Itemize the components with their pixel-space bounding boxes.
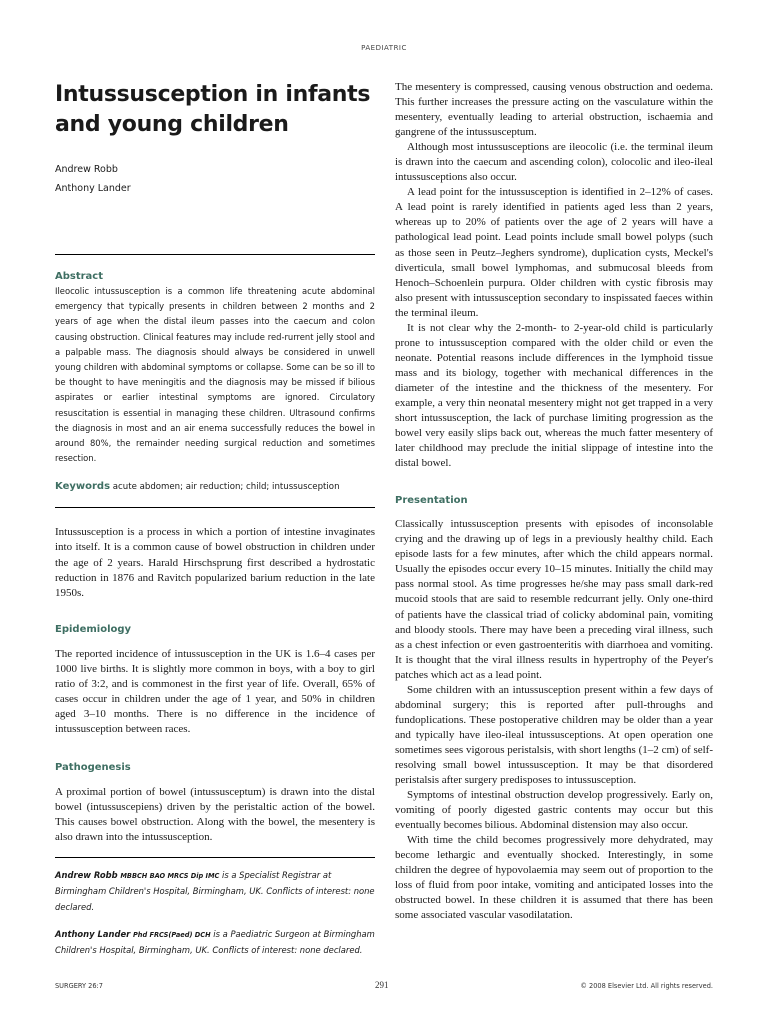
abstract-text: Ileocolic intussusception is a common life threatening acute abdominal emergency that typically presents in children between 2 months and 2 years of age when the distal ileum passes into the caecum and colon causing obstruction. Clinical features may include red-rurrent jelly stool and a palpable mass. The diagnosis should always be considered in unwell young children with abdominal symptoms or collapse. Some can be so ill to be thought to have meningitis and the diagnosis may be missed if bilious aspirates or earlier intestinal symptoms are ignored. Circulatory resuscitation is essential in managing these children. Ultrasound confirms the diagnosis in most and an air enema successfully reduces the bowel in around 80%, the remainder needing surgical reduction and sometimes resection.	[55, 286, 375, 464]
bio-credentials: MBBCH BAO MRCS Dip IMC	[120, 872, 220, 881]
keywords-line	[55, 479, 375, 495]
bio-credentials: Phd FRCS(Paed) DCH	[132, 930, 211, 939]
author-bio	[55, 927, 375, 958]
right-column	[395, 80, 713, 923]
abstract-heading: Abstract	[55, 271, 104, 282]
page-number: 291	[375, 980, 389, 990]
body-paragraph: It is not clear why the 2-month- to 2-year-old child is particularly prone to intussusception compared with the older child or even the neonate. Potential reasons include differences in the lymphoid tissue mass and its biology, together with mechanical differences in the diameter of the intestine and the thickness of the mesentery. For example, a very thin neonatal mesentery might not get trapped in a very short intussusception, the lack of purchase limiting progression as the bowel very easily slips back out, whereas the much fatter mesentery of later childhood may preclude the initial slippage of intestine into the distal bowel.	[395, 321, 713, 470]
author-name: Anthony Lander	[55, 183, 131, 194]
left-column	[55, 80, 375, 958]
author-bio	[55, 868, 375, 915]
body-paragraph: Some children with an intussusception present within a few days of abdominal surgery; this is reported after pull-throughs and fundoplications. These postoperative children may be older than a year and typically have ileo-ileal intussusceptions. At open operation one sometimes sees vigorous peristalsis, with short lengths (1–2 cm) of self-resolving small bowel intussusception. It may be that disordered peristalsis after surgery predisposes to intussusception.	[395, 683, 713, 787]
journal-citation: SURGERY 26:7	[55, 982, 103, 990]
bio-name: Anthony Lander	[55, 928, 131, 939]
body-paragraph: A lead point for the intussusception is identified in 2–12% of cases. A lead point is rarely identified in patients aged less than 2 years, whereas up to 20% of patients over the age of 2 years will have a pathological lead point. Lead points include small bowel polyps (such as those seen in Peutz–Jeghers syndrome), duplication cysts, Meckel's diverticula, small bowel lymphomas, and submucosal bleeds from Henoch–Schoenlein purpura. Older children with cystic fibrosis may also present with intussusception secondary to inspissated faeces within the terminal ileum.	[395, 186, 713, 319]
pathogenesis-paragraph: A proximal portion of bowel (intussusceptum) is drawn into the distal bowel (intussuscepiens) driven by the peristaltic action of the bowel. This causes bowel obstruction. Along with the bowel, the mesentery is also drawn into the intussusception.	[55, 785, 375, 844]
intro-paragraph: Intussusception is a process in which a portion of intestine invaginates into itself. It is a common cause of bowel obstruction in children under the age of 2 years. Harald Hirschsprung first described a hydrostatic reduction in 1876 and Ravitch popularized barium reduction in the late 1950s.	[55, 526, 375, 599]
epidemiology-heading: Epidemiology	[55, 623, 132, 635]
bio-text: is a Paediatric Surgeon at Birmingham Children's Hospital, Birmingham, UK. Conflicts of interest: none declared.	[55, 928, 375, 955]
pathogenesis-heading: Pathogenesis	[55, 761, 131, 773]
running-header: PAEDIATRIC	[361, 44, 407, 52]
article-title: Intussusception in infants and young children	[55, 82, 371, 137]
keywords-text: acute abdomen; air reduction; child; intussusception	[112, 482, 340, 493]
abstract-bottom-rule	[55, 507, 375, 508]
bio-text: is a Specialist Registrar at Birmingham Children's Hospital, Birmingham, UK. Conflicts of interest: none declared.	[55, 870, 375, 912]
page-footer	[55, 982, 713, 990]
abstract-top-rule	[55, 254, 375, 255]
body-paragraph: Although most intussusceptions are ileocolic (i.e. the terminal ileum is drawn into the caecum and ascending colon), colocolic and ileo-ileal intussusceptions also occur.	[395, 141, 713, 184]
bio-rule	[55, 857, 375, 858]
epidemiology-paragraph: The reported incidence of intussusception in the UK is 1.6–4 cases per 1000 live births. It is slightly more common in boys, with a boy to girl ratio of 3:2, and is commonest in the first year of life. Overall, 65% of cases occur in children under the age of 1 year, and 50% in children aged 3–10 months. There is no difference in the incidence of intussusception between races.	[55, 647, 375, 735]
author-name: Andrew Robb	[55, 164, 118, 175]
presentation-heading: Presentation	[395, 495, 468, 507]
body-paragraph: Classically intussusception presents with episodes of inconsolable crying and the drawing up of legs in a previously healthy child. Each episode lasts for a few minutes, after which the child appears normal. Usually the episodes occur every 10–15 minutes. Initially the child may pass normal stool. As time progresses he/she may pass small dark-red mucoid stools that are said to resemble redcurrant jelly. Only one-third of patients have the classical triad of colicky abdominal pain, vomiting and bloody stools. There may have been a preceding viral illness, such as a chest infection or even gastroenteritis with diarrhoea and vomiting. It is thought that the viral illness results in hypertrophy of the Peyer's patches which act as a lead point.	[395, 518, 713, 681]
body-paragraph: The mesentery is compressed, causing venous obstruction and oedema. This further increases the pressure acting on the vasculature within the mesentery, eventually leading to arterial obstruction, ischaemia and gangrene of the intussusceptum.	[395, 81, 713, 139]
keywords-label: Keywords	[55, 481, 111, 493]
copyright-notice: © 2008 Elsevier Ltd. All rights reserved.	[580, 982, 713, 990]
body-paragraph: Symptoms of intestinal obstruction develop progressively. Early on, vomiting of poorly digested gastric contents may occur but this eventually becomes bilious. Abdominal distension may also occur.	[395, 789, 713, 832]
body-paragraph: With time the child becomes progressively more dehydrated, may become lethargic and eventually shocked. Interestingly, in some children the degree of hypovolaemia may seem out of proportion to the loss of fluid from poor intake, vomiting and anticipated losses into the obstructed bowel. In these children it is assumed that there has been some associated vascular vasodilatation.	[395, 834, 713, 922]
author-list	[55, 160, 375, 198]
bio-name: Andrew Robb	[55, 870, 118, 881]
